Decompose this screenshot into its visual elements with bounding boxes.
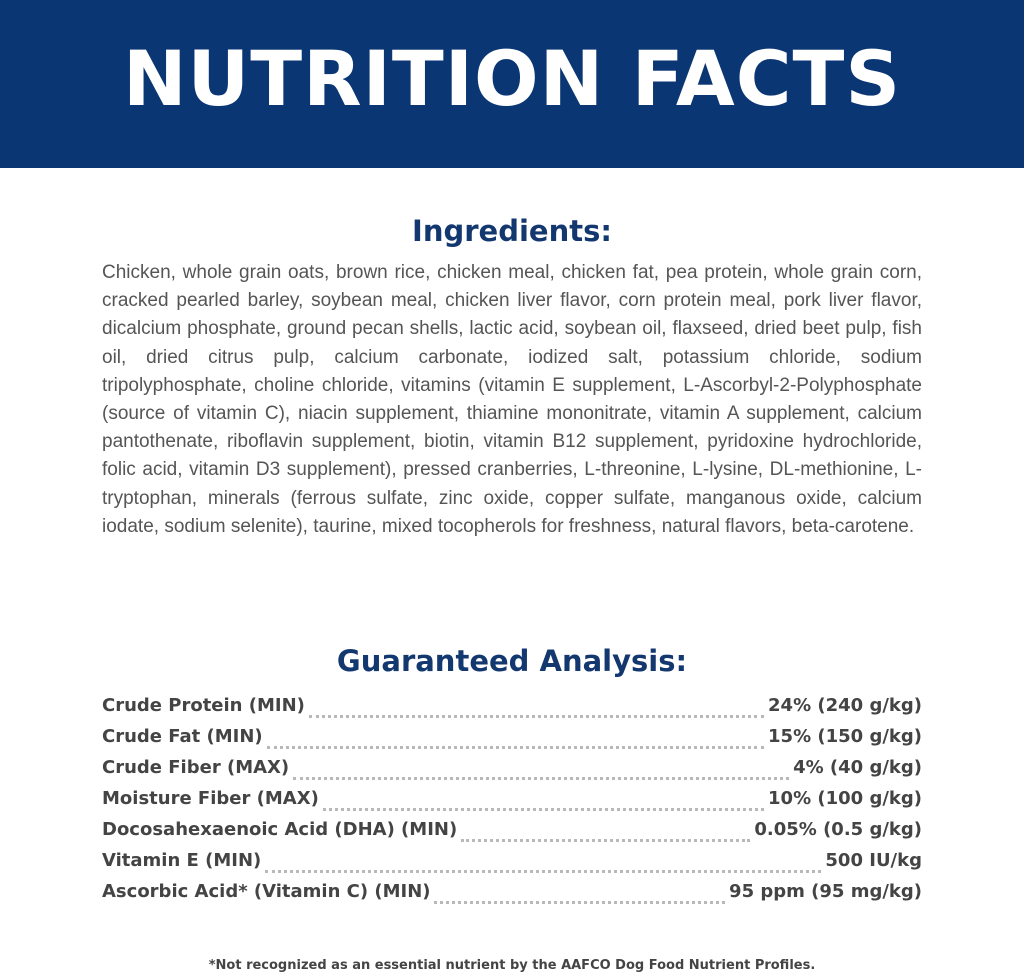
ingredients-list: Chicken, whole grain oats, brown rice, chicken meal, chicken fat, pea protein, whole grain corn, cracked pearled barley, soybean meal, chicken liver flavor, corn protein meal, pork liver flavor, dicalcium phosphate, ground pecan shells, lactic acid, soybean oil, flaxseed, dried beet pulp, fish oil, dried citrus pulp, calcium carbonate, iodized salt, potassium chloride, sodium tripolyphosphate, choline chloride, vitamins (vitamin E supplement, L-Ascorbyl-2-Polyphosphate (source of vitamin C), niacin supplement, thiamine mononitrate, vitamin A supplement, calcium pantothenate, riboflavin supplement, biotin, vitamin B12 supplement, pyridoxine hydrochloride, folic acid, vitamin D3 supplement), pressed cranberries, L-threonine, L-lysine, DL-methionine, L-tryptophan, minerals (ferrous sulfate, zinc oxide, copper sulfate, manganous oxide, calcium iodate, sodium selenite), taurine, mixed tocopherols for freshness, natural flavors, beta-carotene.: [102, 262, 922, 537]
analysis-row-crude-fat: [102, 726, 922, 757]
analysis-value: 500 IU/kg: [825, 850, 922, 871]
analysis-value: 95 ppm (95 mg/kg): [729, 881, 922, 902]
dot-leader: [323, 808, 764, 811]
guaranteed-analysis-table: [102, 695, 922, 912]
page-title: NUTRITION FACTS: [122, 33, 902, 123]
dot-leader: [461, 839, 750, 842]
dot-leader: [265, 870, 821, 873]
analysis-label: Crude Protein (MIN): [102, 695, 305, 716]
analysis-row-dha: [102, 819, 922, 850]
guaranteed-analysis-heading: Guaranteed Analysis:: [336, 644, 688, 678]
title-banner: [0, 0, 1024, 168]
dot-leader: [267, 746, 764, 749]
analysis-row-crude-fiber: [102, 757, 922, 788]
analysis-label: Vitamin E (MIN): [102, 850, 262, 871]
aafco-footnote: *Not recognized as an essential nutrient by the AAFCO Dog Food Nutrient Profiles.: [208, 958, 816, 973]
dot-leader: [434, 901, 725, 904]
analysis-value: 0.05% (0.5 g/kg): [754, 819, 922, 840]
analysis-label: Moisture Fiber (MAX): [102, 788, 319, 809]
analysis-label: Crude Fat (MIN): [102, 726, 263, 747]
analysis-row-moisture: [102, 788, 922, 819]
ingredients-heading: Ingredients:: [412, 214, 612, 248]
analysis-value: 10% (100 g/kg): [768, 788, 922, 809]
analysis-value: 24% (240 g/kg): [768, 695, 922, 716]
analysis-label: Crude Fiber (MAX): [102, 757, 290, 778]
analysis-row-crude-protein: [102, 695, 922, 726]
analysis-value: 4% (40 g/kg): [793, 757, 922, 778]
analysis-row-vitamin-e: [102, 850, 922, 881]
dot-leader: [293, 777, 789, 780]
dot-leader: [309, 715, 764, 718]
analysis-value: 15% (150 g/kg): [768, 726, 922, 747]
analysis-row-ascorbic-acid: [102, 881, 922, 912]
analysis-label: Ascorbic Acid* (Vitamin C) (MIN): [102, 881, 431, 902]
analysis-label: Docosahexaenoic Acid (DHA) (MIN): [102, 819, 458, 840]
